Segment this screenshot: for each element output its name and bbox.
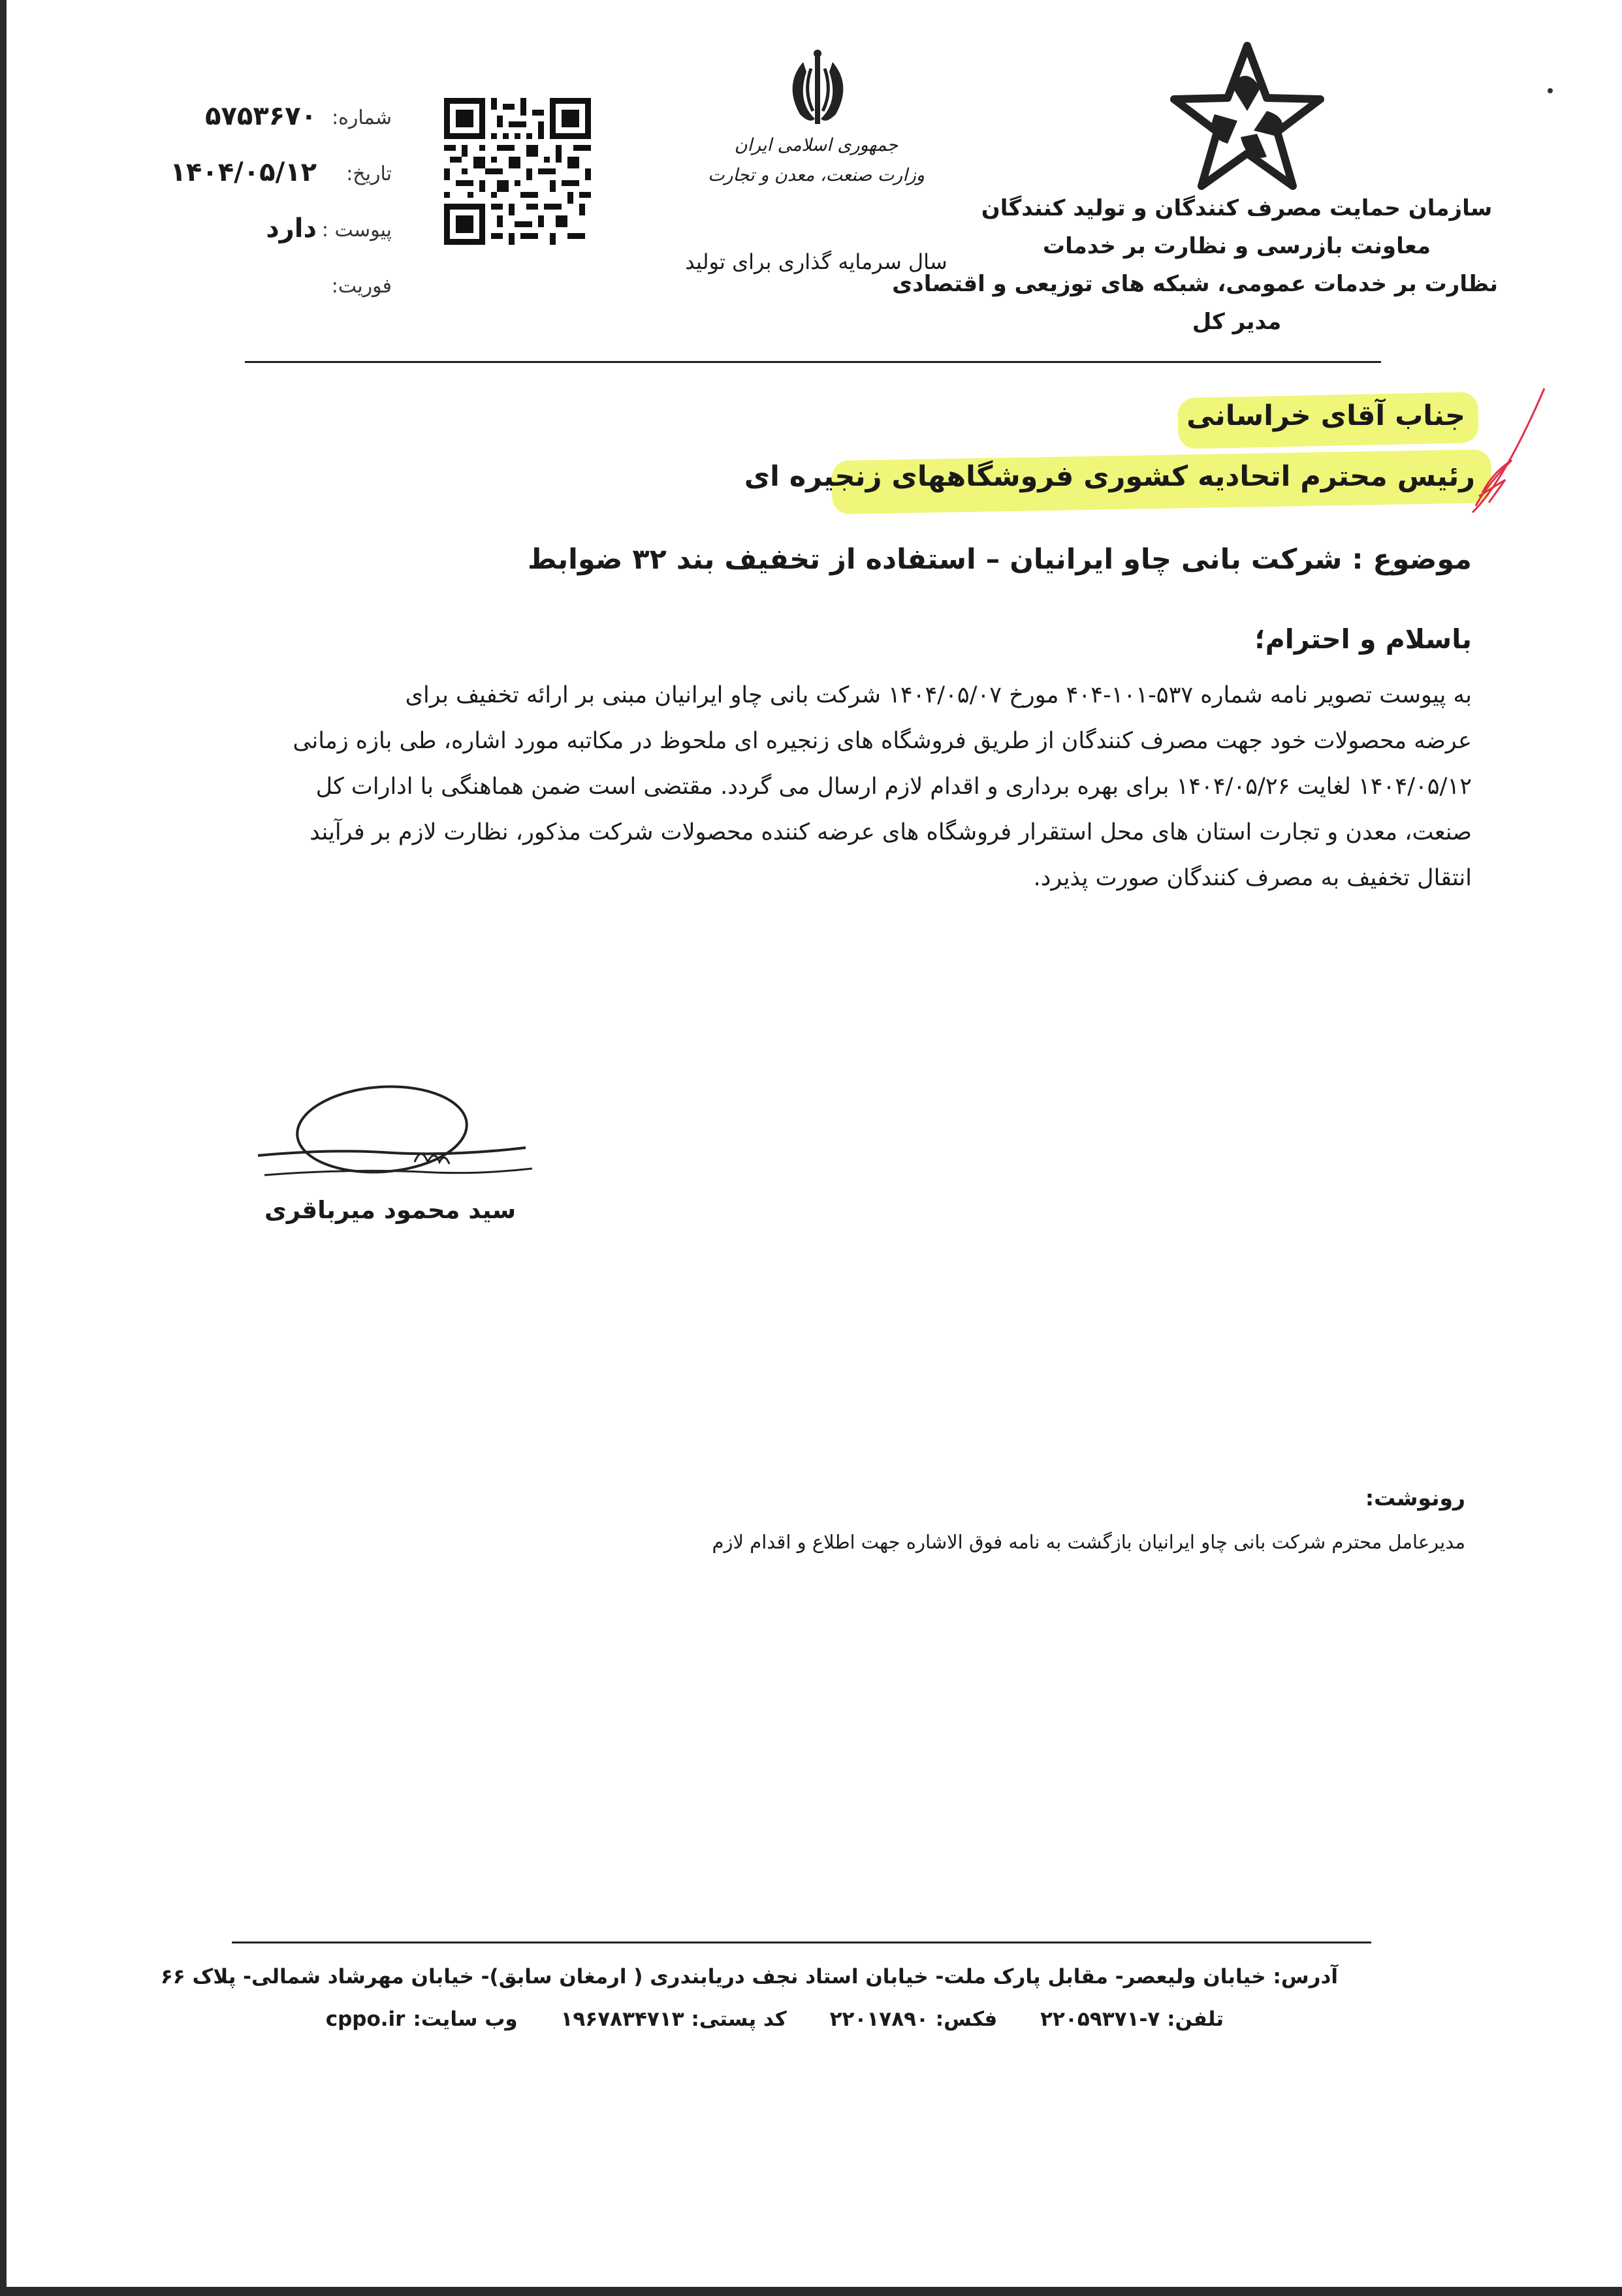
body-line: ۱۴۰۴/۰۵/۱۲ لغایت ۱۴۰۴/۰۵/۲۶ برای بهره برداری و اقدام لازم ارسال می گردد. مقتضی است ضمن هماهنگی با ادارات کل (315, 774, 1472, 800)
footer-website: cppo.ir (325, 2007, 406, 2031)
ministry-name (686, 131, 947, 191)
footer-phone: تلفن: ۷-۲۲۰۵۹۳۷۱ (1040, 2007, 1224, 2031)
date-label: تاریخ: (346, 163, 392, 185)
cc-title: رونوشت: (1365, 1485, 1465, 1511)
footer-website-label: وب سایت: (413, 2007, 518, 2031)
org-line: معاونت بازرسی و نظارت بر خدمات (1042, 233, 1431, 259)
org-line: نظارت بر خدمات عمومی، شبکه های توزیعی و اقتصادی (892, 271, 1498, 297)
pen-mark (1466, 382, 1551, 519)
footer-address: آدرس: خیابان ولیعصر- مقابل پارک ملت- خیابان استاد نجف دریابندری ( ارمغان سابق)- خیابان مهرشاد شمالی- پلاک ۶۶ (160, 1965, 1338, 1989)
addressee-name: جناب آقای خراسانی (1186, 400, 1465, 432)
ministry-line-ministry: وزارت صنعت، معدن و تجارت (708, 165, 925, 185)
date-value: ۱۴۰۴/۰۵/۱۲ (170, 157, 317, 187)
year-slogan: سال سرمایه گذاری برای تولید (685, 249, 947, 274)
letter-body (166, 672, 1472, 901)
footer-divider (232, 1942, 1371, 1943)
handwritten-signature (251, 1071, 539, 1214)
letter-subject: موضوع : شرکت بانی چاو ایرانیان – استفاده از تخفیف بند ۳۲ ضوابط (527, 543, 1472, 576)
scan-mark (1548, 88, 1553, 93)
qr-code (444, 98, 591, 245)
letter-meta (170, 101, 392, 326)
body-line: صنعت، معدن و تجارت استان های محل استقرار فروشگاه های عرضه کننده محصولات شرکت مذکور، نظارت لازم بر فرآیند (310, 819, 1472, 845)
org-line: مدیر کل (1192, 309, 1282, 335)
number-value: ۵۷۵۳۶۷۰ (205, 101, 317, 131)
organization-block (892, 189, 1498, 341)
addressee-title: رئیس محترم اتحادیه کشوری فروشگاههای زنجیره ای (744, 460, 1475, 493)
number-label: شماره: (332, 106, 392, 129)
cc-recipient: مدیرعامل محترم شرکت بانی چاو ایرانیان بازگشت به نامه فوق الاشاره جهت اطلاع و اقدام لازم (712, 1531, 1465, 1553)
footer-fax: فکس: ۲۲۰۱۷۸۹۰ (829, 2007, 998, 2031)
meta-date-row (170, 157, 392, 213)
meta-urgency-row (176, 270, 392, 326)
org-line: سازمان حمایت مصرف کنندگان و تولید کنندگان (981, 195, 1493, 221)
header-divider (245, 361, 1381, 363)
meta-number-row (176, 101, 392, 157)
footer-postal-code: کد پستی: ۱۹۶۷۸۳۴۷۱۳ (560, 2007, 787, 2031)
footer-contact (326, 2007, 1224, 2031)
iran-emblem-icon (777, 46, 859, 131)
meta-attachment-row (176, 213, 392, 270)
signer-name: سید محمود میرباقری (264, 1196, 517, 1224)
greeting: باسلام و احترام؛ (1254, 623, 1472, 655)
cppo-star-logo (1169, 39, 1326, 196)
body-line: به پیوست تصویر نامه شماره ۵۳۷-۱۰۱-۴۰۴ مورخ ۱۴۰۴/۰۵/۰۷ شرکت بانی چاو ایرانیان مبنی بر ارائه تخفیف برای (405, 682, 1472, 708)
attachment-value: دارد (266, 213, 317, 244)
body-line: انتقال تخفیف به مصرف کنندگان صورت پذیرد. (1033, 865, 1472, 891)
attachment-label: پیوست : (321, 219, 392, 242)
ministry-line-country: جمهوری اسلامی ایران (734, 135, 898, 155)
body-line: عرضه محصولات خود جهت مصرف کنندگان از طریق فروشگاه های زنجیره ای ملحوظ در مکاتبه مورد اشاره، طی بازه زمانی (293, 728, 1472, 754)
urgency-label: فوریت: (331, 275, 392, 298)
